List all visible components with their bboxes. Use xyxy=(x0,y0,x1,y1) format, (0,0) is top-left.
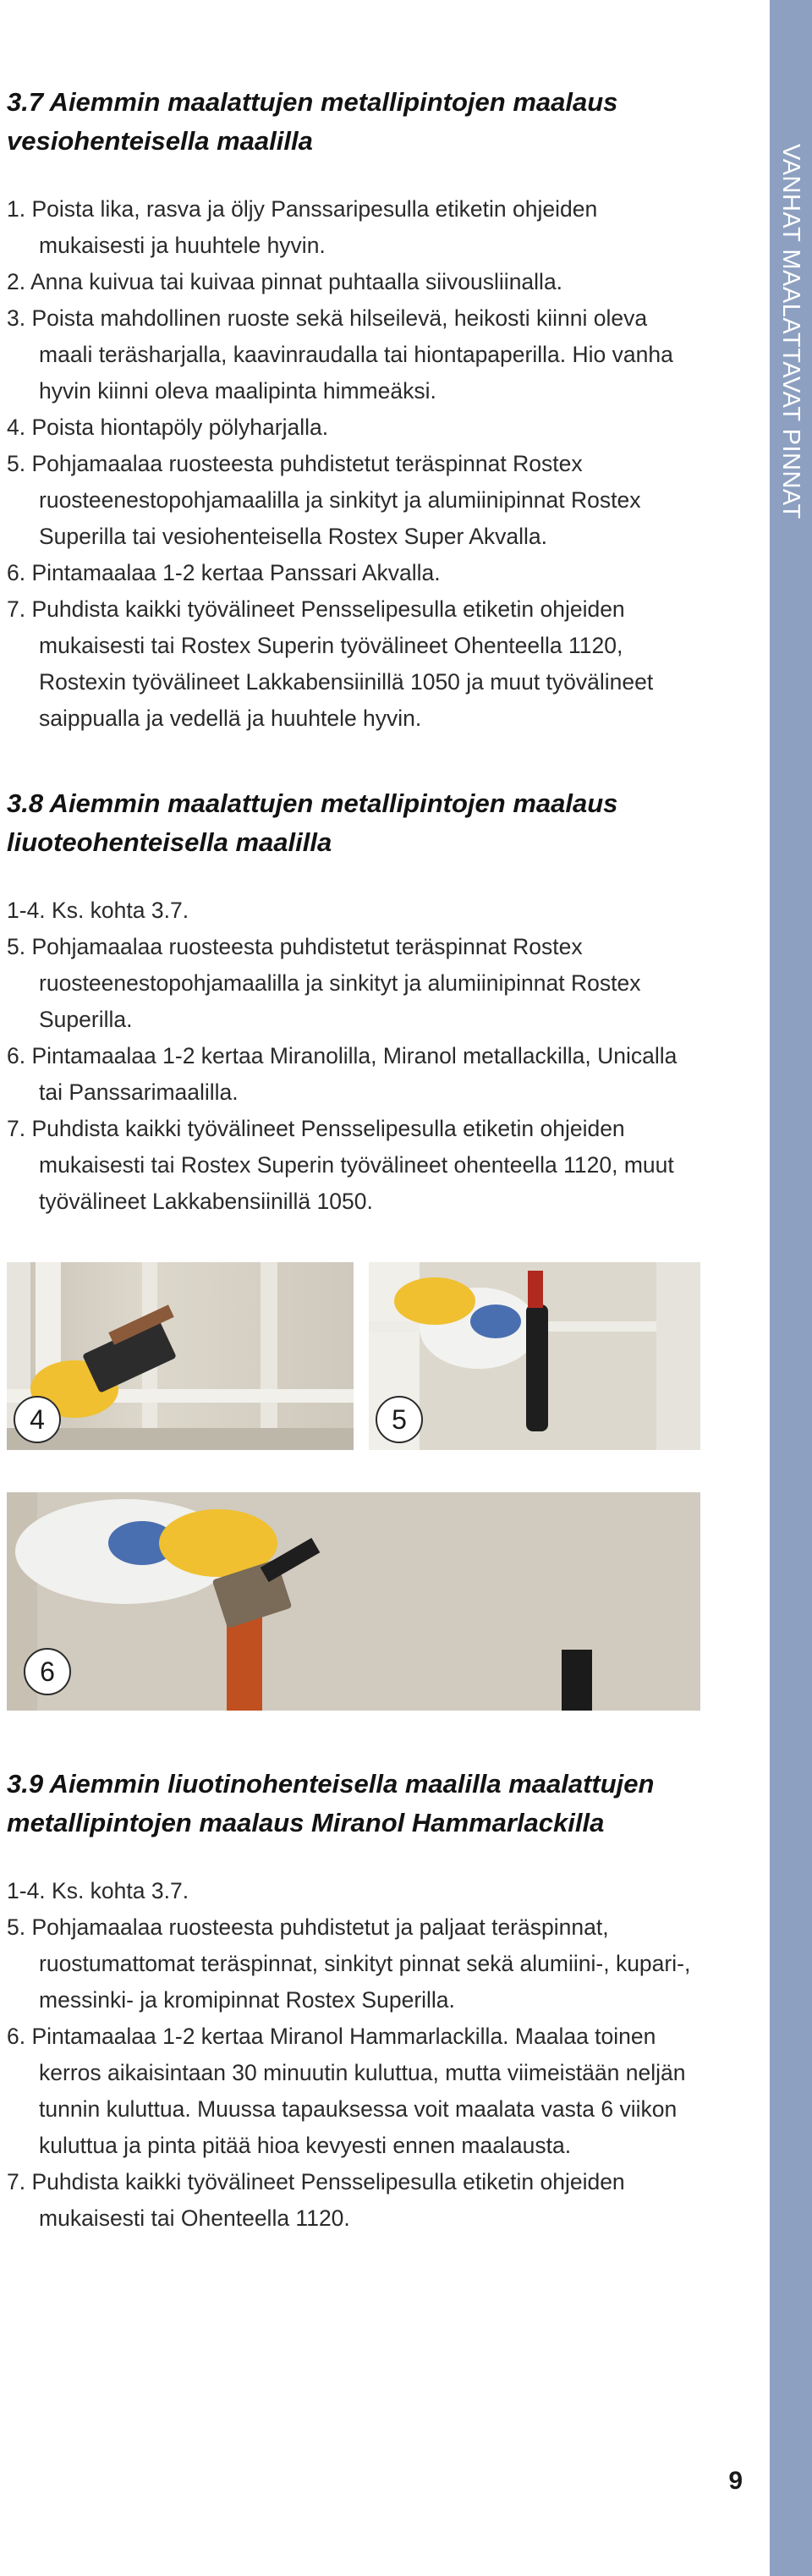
photo-group xyxy=(7,1262,700,1711)
step-item: 5. Pohjamaalaa ruosteesta puhdistetut teräspinnat Rostex ruosteenestopohjamaalilla ja sinkityt ja alumiinipinnat Rostex Superilla. xyxy=(7,934,641,1032)
step-item: 1-4. Ks. kohta 3.7. xyxy=(7,1878,189,1903)
step-item: 1-4. Ks. kohta 3.7. xyxy=(7,898,189,923)
section-title: 3.9 Aiemmin liuotinohenteisella maalilla maalattujen metallipintojen maalaus Miranol Hammarlackilla xyxy=(7,1769,655,1837)
photo-priming xyxy=(369,1262,700,1450)
step-item: 7. Puhdista kaikki työvälineet Pensselipesulla etiketin ohjeiden mukaisesti tai Ohenteella 1120. xyxy=(7,2169,625,2231)
section-3-7 xyxy=(7,83,700,737)
step-item: 7. Puhdista kaikki työvälineet Pensselipesulla etiketin ohjeiden mukaisesti tai Rostex Superin työvälineet ohenteella 1120, muut työvälineet Lakkabensiinillä 1050. xyxy=(7,1116,674,1214)
steps-list xyxy=(7,1873,700,2237)
section-title: 3.8 Aiemmin maalattujen metallipintojen maalaus liuoteohenteisella maalilla xyxy=(7,788,618,857)
section-3-9 xyxy=(7,1765,700,2237)
section-title: 3.7 Aiemmin maalattujen metallipintojen maalaus vesiohenteisella maalilla xyxy=(7,87,618,156)
step-item: 2. Anna kuivua tai kuivaa pinnat puhtaalla siivousliinalla. xyxy=(7,269,563,294)
steps-list xyxy=(7,893,700,1220)
photo-number-badge: 5 xyxy=(376,1396,423,1443)
step-item: 4. Poista hiontapöly pölyharjalla. xyxy=(7,415,329,440)
photo-brushing-dust xyxy=(7,1262,354,1450)
step-item: 5. Pohjamaalaa ruosteesta puhdistetut ja paljaat teräspinnat, ruostumattomat teräspinnat, sinkityt pinnat sekä alumiini-, kupari-, messinki- ja kromipinnat Rostex Superilla. xyxy=(7,1914,691,2013)
page-number: 9 xyxy=(728,2467,743,2495)
top-coating-illustration xyxy=(7,1492,700,1711)
photo-number-badge: 6 xyxy=(24,1648,71,1695)
section-3-8 xyxy=(7,784,700,1220)
photo-top-coating xyxy=(7,1492,700,1711)
step-item: 6. Pintamaalaa 1-2 kertaa Panssari Akvalla. xyxy=(7,560,441,585)
photo-number-badge: 4 xyxy=(14,1396,61,1443)
step-item: 7. Puhdista kaikki työvälineet Pensselipesulla etiketin ohjeiden mukaisesti tai Rostex Superin työvälineet Ohenteella 1120, Rostexin työvälineet Lakkabensiinillä 1050 ja muut työvälineet saippualla ja vedellä ja huuhtele hyvin. xyxy=(7,596,654,731)
step-item: 5. Pohjamaalaa ruosteesta puhdistetut teräspinnat Rostex ruosteenestopohjamaalilla ja sinkityt ja alumiinipinnat Rostex Superilla tai vesiohenteisella Rostex Super Akvalla. xyxy=(7,451,641,549)
step-item: 1. Poista lika, rasva ja öljy Panssaripesulla etiketin ohjeiden mukaisesti ja huuhtele hyvin. xyxy=(7,196,598,258)
side-category-label: VANHAT MAALATTAVAT PINNAT xyxy=(777,144,804,519)
steps-list xyxy=(7,191,700,737)
step-item: 3. Poista mahdollinen ruoste sekä hilseilevä, heikosti kiinni oleva maali teräsharjalla, kaavinraudalla tai hiontapaperilla. Hio vanha hyvin kiinni oleva maalipinta himmeäksi. xyxy=(7,305,673,404)
step-item: 6. Pintamaalaa 1-2 kertaa Miranol Hammarlackilla. Maalaa toinen kerros aikaisintaan 30 minuutin kuluttua, mutta viimeistään neljän tunnin kuluttua. Muussa tapauksessa voit maalata vasta 6 viikon kuluttua ja pinta pitää hioa kevyesti ennen maalausta. xyxy=(7,2024,686,2158)
page-content xyxy=(7,83,700,2237)
step-item: 6. Pintamaalaa 1-2 kertaa Miranolilla, Miranol metallackilla, Unicalla tai Panssarimaalilla. xyxy=(7,1043,678,1105)
